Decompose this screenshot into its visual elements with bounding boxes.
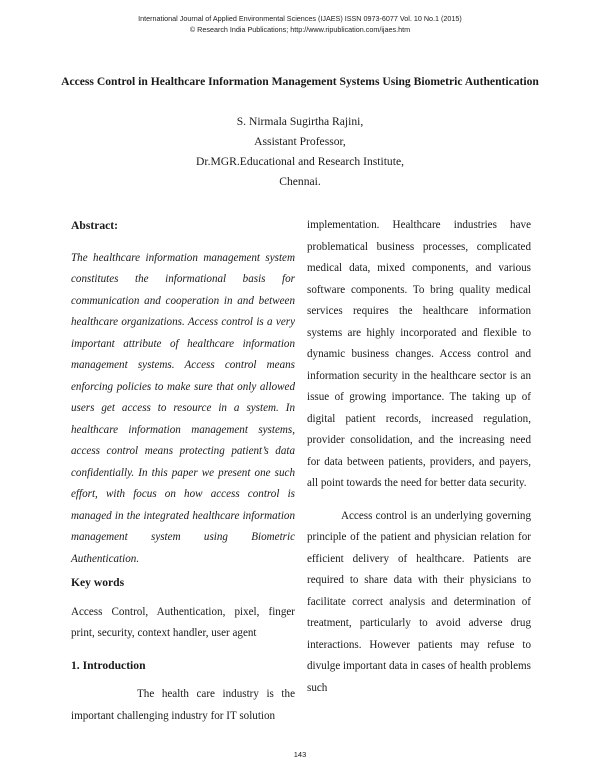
- author-institution: Dr.MGR.Educational and Research Institute,: [196, 155, 404, 168]
- page-number: 143: [293, 750, 307, 759]
- author-city: Chennai.: [279, 175, 321, 188]
- publisher-header: © Research India Publications; http://www.ripublication.com/ijaes.htm: [189, 25, 411, 34]
- introduction-heading: 1. Introduction: [71, 658, 146, 672]
- abstract-text: The healthcare information management system constitutes the informational basis for communication and cooperation in and between healthcare organizations. Access control is a very important attribute of healthcare information management systems. Access control means enforcing policies to make sure that only allowed users get access to resource in a system. In healthcare information management systems, access control means protecting patient’s data confidentially. In this paper we present one such effort, with focus on how access control is managed in the integrated healthcare information management system using Biometric Authentication.: [71, 251, 295, 565]
- abstract-heading: Abstract:: [71, 219, 119, 232]
- journal-header: International Journal of Applied Environmental Sciences (IJAES) ISSN 0973-6077 Vol. 10 No.1 (2015): [138, 14, 462, 23]
- author-position: Assistant Professor,: [254, 135, 346, 148]
- author-name: S. Nirmala Sugirtha Rajini,: [236, 115, 364, 128]
- introduction-text: The health care industry is the important challenging industry for IT solution: [71, 688, 295, 722]
- body-paragraph-2: Access control is an underlying governing principle of the patient and physician relation for efficient delivery of healthcare. Patients are required to share data with their physicians to facilitate correct analysis and determination of treatment, particularly to avoid adverse drug interactions. However patients may refuse to divulge important data in cases of health problems such: [307, 509, 531, 694]
- keywords-heading: Key words: [71, 576, 125, 589]
- keywords-text: Access Control, Authentication, pixel, finger print, security, context handler, user agent: [71, 605, 295, 639]
- paper-title: Access Control in Healthcare Information Management Systems Using Biometric Authentication: [61, 75, 539, 88]
- right-column: [307, 215, 531, 699]
- body-paragraph-1: implementation. Healthcare industries have problematical business processes, complicated medical data, mixed components, and various software components. To bring quality medical services requires the healthcare information systems are highly incorporated and flexible to dynamic business changes. Access control and information security in the healthcare sector is an issue of growing importance. The taking up of digital patient records, increased regulation, provider consolidation, and the increasing need for data between patients, providers, and payers, all point towards the need for better data security.: [307, 219, 531, 489]
- left-column: [71, 215, 295, 727]
